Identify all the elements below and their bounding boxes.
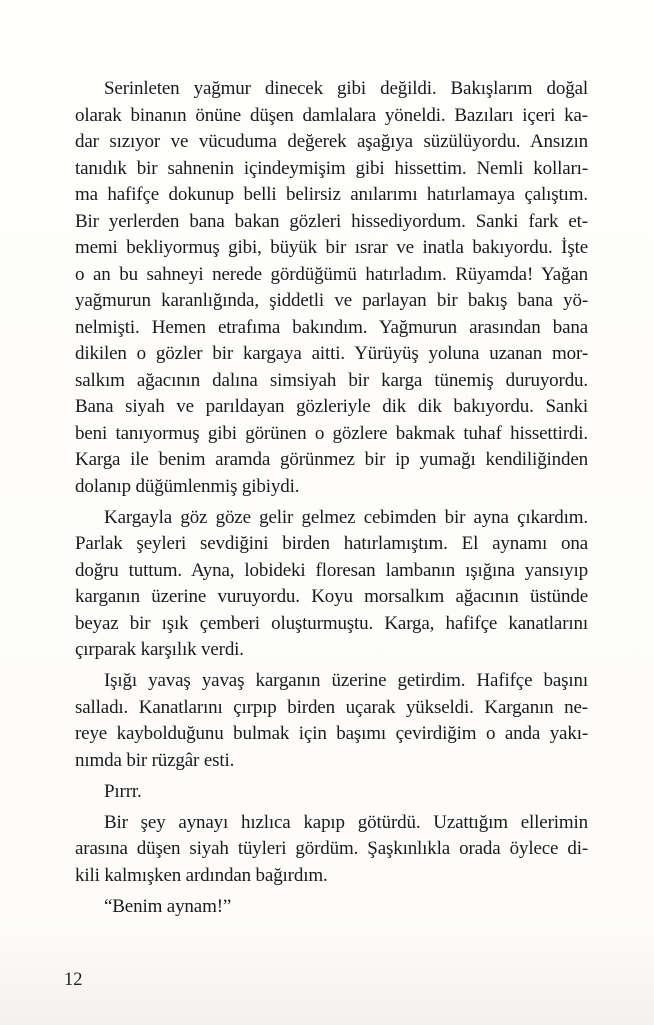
text-line: nımda bir rüzgâr esti. <box>75 749 235 771</box>
text-line: dikilen o gözler bir kargaya aitti. Yürüyüş yoluna uzanan mor- <box>75 343 588 364</box>
text-line: arasına düşen siyah tüyleri gördüm. Şaşkınlıkla orada öylece di- <box>75 838 588 859</box>
text-line: Işığı yavaş yavaş karganın üzerine getirdim. Hafifçe başını <box>104 670 588 691</box>
paragraph <box>75 810 588 890</box>
text-line: Bana siyah ve parıldayan gözleriyle dik dik bakıyordu. Sanki <box>75 396 588 417</box>
text-line: dar sızıyor ve vücuduma değerek aşağıya süzülüyordu. Ansızın <box>75 131 588 152</box>
text-line: yağmurun karanlığında, şiddetli ve parlayan bir bakış bana yö- <box>75 290 588 311</box>
text-line: kili kalmışken ardından bağırdım. <box>75 864 328 886</box>
page-number: 12 <box>64 970 83 990</box>
text-line: karganın üzerine vuruyordu. Koyu morsalkım ağacının üstünde <box>75 586 588 607</box>
text-line: beni tanıyormuş gibi görünen o gözlere bakmak tuhaf hissettirdi. <box>75 422 588 444</box>
text-line: beyaz bir ışık çemberi oluşturmuştu. Karga, hafifçe kanatlarını <box>75 612 588 634</box>
text-line: Karga ile benim aramda görünmez bir ip yumağı kendiliğinden <box>75 449 588 470</box>
paragraph <box>75 76 588 500</box>
paragraph <box>75 505 588 664</box>
text-line: Pırrr. <box>104 780 142 802</box>
text-line: doğru tuttum. Ayna, lobideki floresan lambanın ışığına yansıyıp <box>75 559 588 581</box>
text-line: Serinleten yağmur dinecek gibi değildi. Bakışlarım doğal <box>104 78 588 99</box>
text-line: Kargayla göz göze gelir gelmez cebimden bir ayna çıkardım. <box>104 506 588 528</box>
text-line: reye kaybolduğunu bulmak için başımı çevirdiğim o anda yakı- <box>75 723 588 744</box>
text-line: o an bu sahneyi nerede gördüğümü hatırladım. Rüyamda! Yağan <box>75 263 588 285</box>
text-line: “Benim aynam!” <box>104 895 232 917</box>
text-line: salkım ağacının dalına simsiyah bir karga tünemiş duruyordu. <box>75 369 588 391</box>
text-line: dolanıp düğümlenmiş gibiydi. <box>75 475 300 497</box>
text-line: Bir şey aynayı hızlıca kapıp götürdü. Uzattığım ellerimin <box>104 811 588 833</box>
paragraph <box>75 894 588 921</box>
text-line: olarak binanın önüne düşen damlalara yöneldi. Bazıları içeri ka- <box>75 104 588 126</box>
paragraph <box>75 668 588 774</box>
text-line: salladı. Kanatlarını çırpıp birden uçarak yükseldi. Karganın ne- <box>75 696 588 718</box>
text-line: Bir yerlerden bana bakan gözleri hissediyordum. Sanki fark et- <box>75 210 588 232</box>
text-block <box>75 76 588 925</box>
text-line: memi bekliyormuş gibi, büyük bir ısrar ve inatla bakıyordu. İşte <box>75 237 588 258</box>
paragraph <box>75 779 588 806</box>
text-line: Parlak şeyleri sevdiğini birden hatırlamıştım. El aynamı ona <box>75 533 588 554</box>
text-line: tanıdık bir sahnenin içindeymişim gibi hissettim. Nemli kolları- <box>75 157 588 179</box>
text-line: çırparak karşılık verdi. <box>75 639 244 660</box>
text-line: nelmişti. Hemen etrafıma bakındım. Yağmurun arasından bana <box>75 316 588 338</box>
text-line: ma hafifçe dokunup belli belirsiz anılarımı hatırlamaya çalıştım. <box>75 184 588 205</box>
